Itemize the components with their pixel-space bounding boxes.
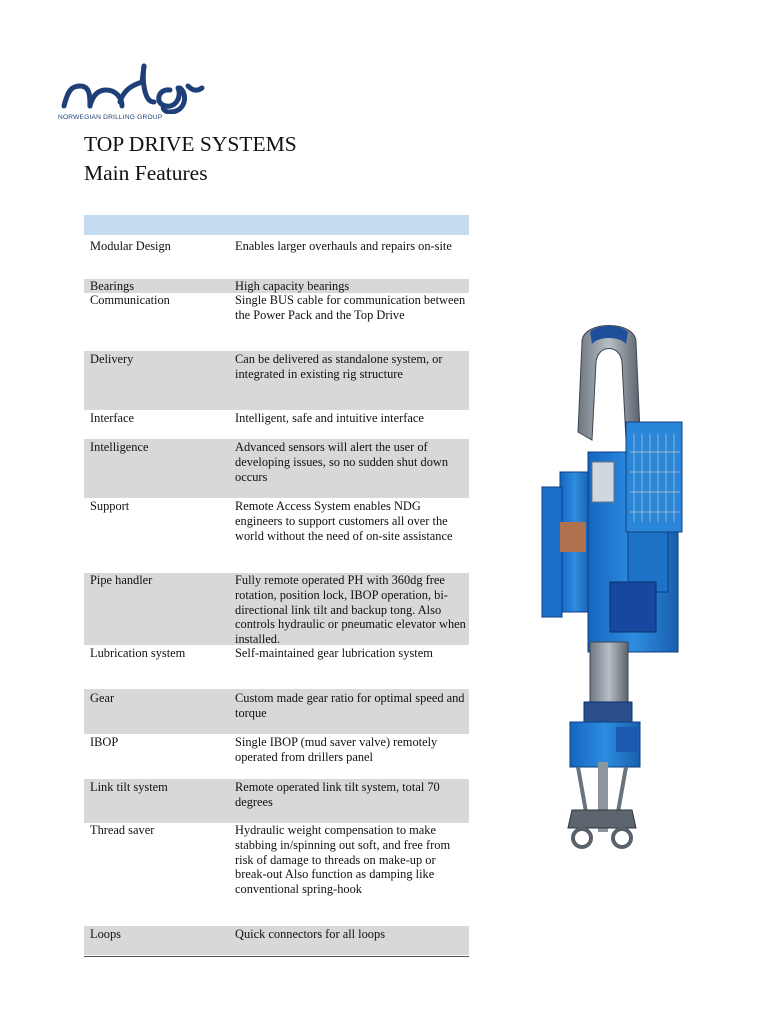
feature-name: Support [90, 499, 130, 513]
feature-name: Thread saver [90, 823, 155, 837]
table-row [84, 279, 469, 293]
page-subtitle: Main Features [84, 161, 208, 185]
table-row [84, 235, 469, 279]
ndg-logo [58, 62, 208, 126]
table-row [84, 823, 469, 926]
table-row [84, 439, 469, 498]
page-title: TOP DRIVE SYSTEMS [84, 132, 297, 156]
ndg-logo-mark [58, 62, 208, 114]
feature-description: Remote operated link tilt system, total 70 degrees [235, 780, 440, 809]
table-row [84, 573, 469, 645]
feature-name: Gear [90, 691, 115, 705]
feature-description: Quick connectors for all loops [235, 927, 386, 941]
table-row [84, 779, 469, 823]
feature-name: Delivery [90, 352, 134, 366]
table-row [84, 926, 469, 955]
feature-description: Single IBOP (mud saver valve) remotely operated from drillers panel [235, 735, 438, 764]
top-drive-illustration [530, 322, 710, 862]
feature-description: Hydraulic weight compensation to make stabbing in/spinning out soft, and free from risk of damage to threads on make-up or break-out Also function as damping like conventional spring-hook [235, 823, 451, 897]
feature-name: Interface [90, 411, 135, 425]
table-row [84, 410, 469, 439]
table-row [84, 645, 469, 689]
feature-description: Remote Access System enables NDG engineers to support customers all over the world without the need of on-site assistance [235, 499, 453, 543]
feature-description: Enables larger overhauls and repairs on-site [235, 239, 452, 253]
features-table [84, 215, 469, 941]
feature-description: Custom made gear ratio for optimal speed and torque [235, 691, 465, 720]
table-row [84, 689, 469, 734]
table-header-bar [84, 215, 469, 235]
table-row [84, 293, 469, 351]
feature-description: Intelligent, safe and intuitive interface [235, 411, 424, 425]
feature-name: Link tilt system [90, 780, 168, 794]
feature-description: Single BUS cable for communication between the Power Pack and the Top Drive [235, 293, 466, 322]
top-drive-image [530, 322, 710, 862]
feature-description: Fully remote operated PH with 360dg free rotation, position lock, IBOP operation, bi-directional link tilt and backup tong. Also controls hydraulic or pneumatic elevator when installed. [235, 573, 466, 647]
feature-description: Self-maintained gear lubrication system [235, 646, 433, 660]
feature-description: Advanced sensors will alert the user of developing issues, so no sudden shut down occurs [235, 440, 449, 484]
logo-subtitle: NORWEGIAN DRILLING GROUP [58, 114, 163, 121]
feature-name: Bearings [90, 279, 135, 293]
table-row [84, 351, 469, 410]
table-row [84, 734, 469, 779]
feature-description: Can be delivered as standalone system, or integrated in existing rig structure [235, 352, 443, 381]
table-bottom-rule [84, 956, 469, 957]
feature-name: Lubrication system [90, 646, 186, 660]
feature-name: Loops [90, 927, 121, 941]
feature-name: Modular Design [90, 239, 171, 253]
feature-description: High capacity bearings [235, 279, 350, 293]
table-row [84, 498, 469, 573]
feature-name: Communication [90, 293, 170, 307]
feature-name: Intelligence [90, 440, 149, 454]
feature-name: Pipe handler [90, 573, 153, 587]
feature-name: IBOP [90, 735, 119, 749]
